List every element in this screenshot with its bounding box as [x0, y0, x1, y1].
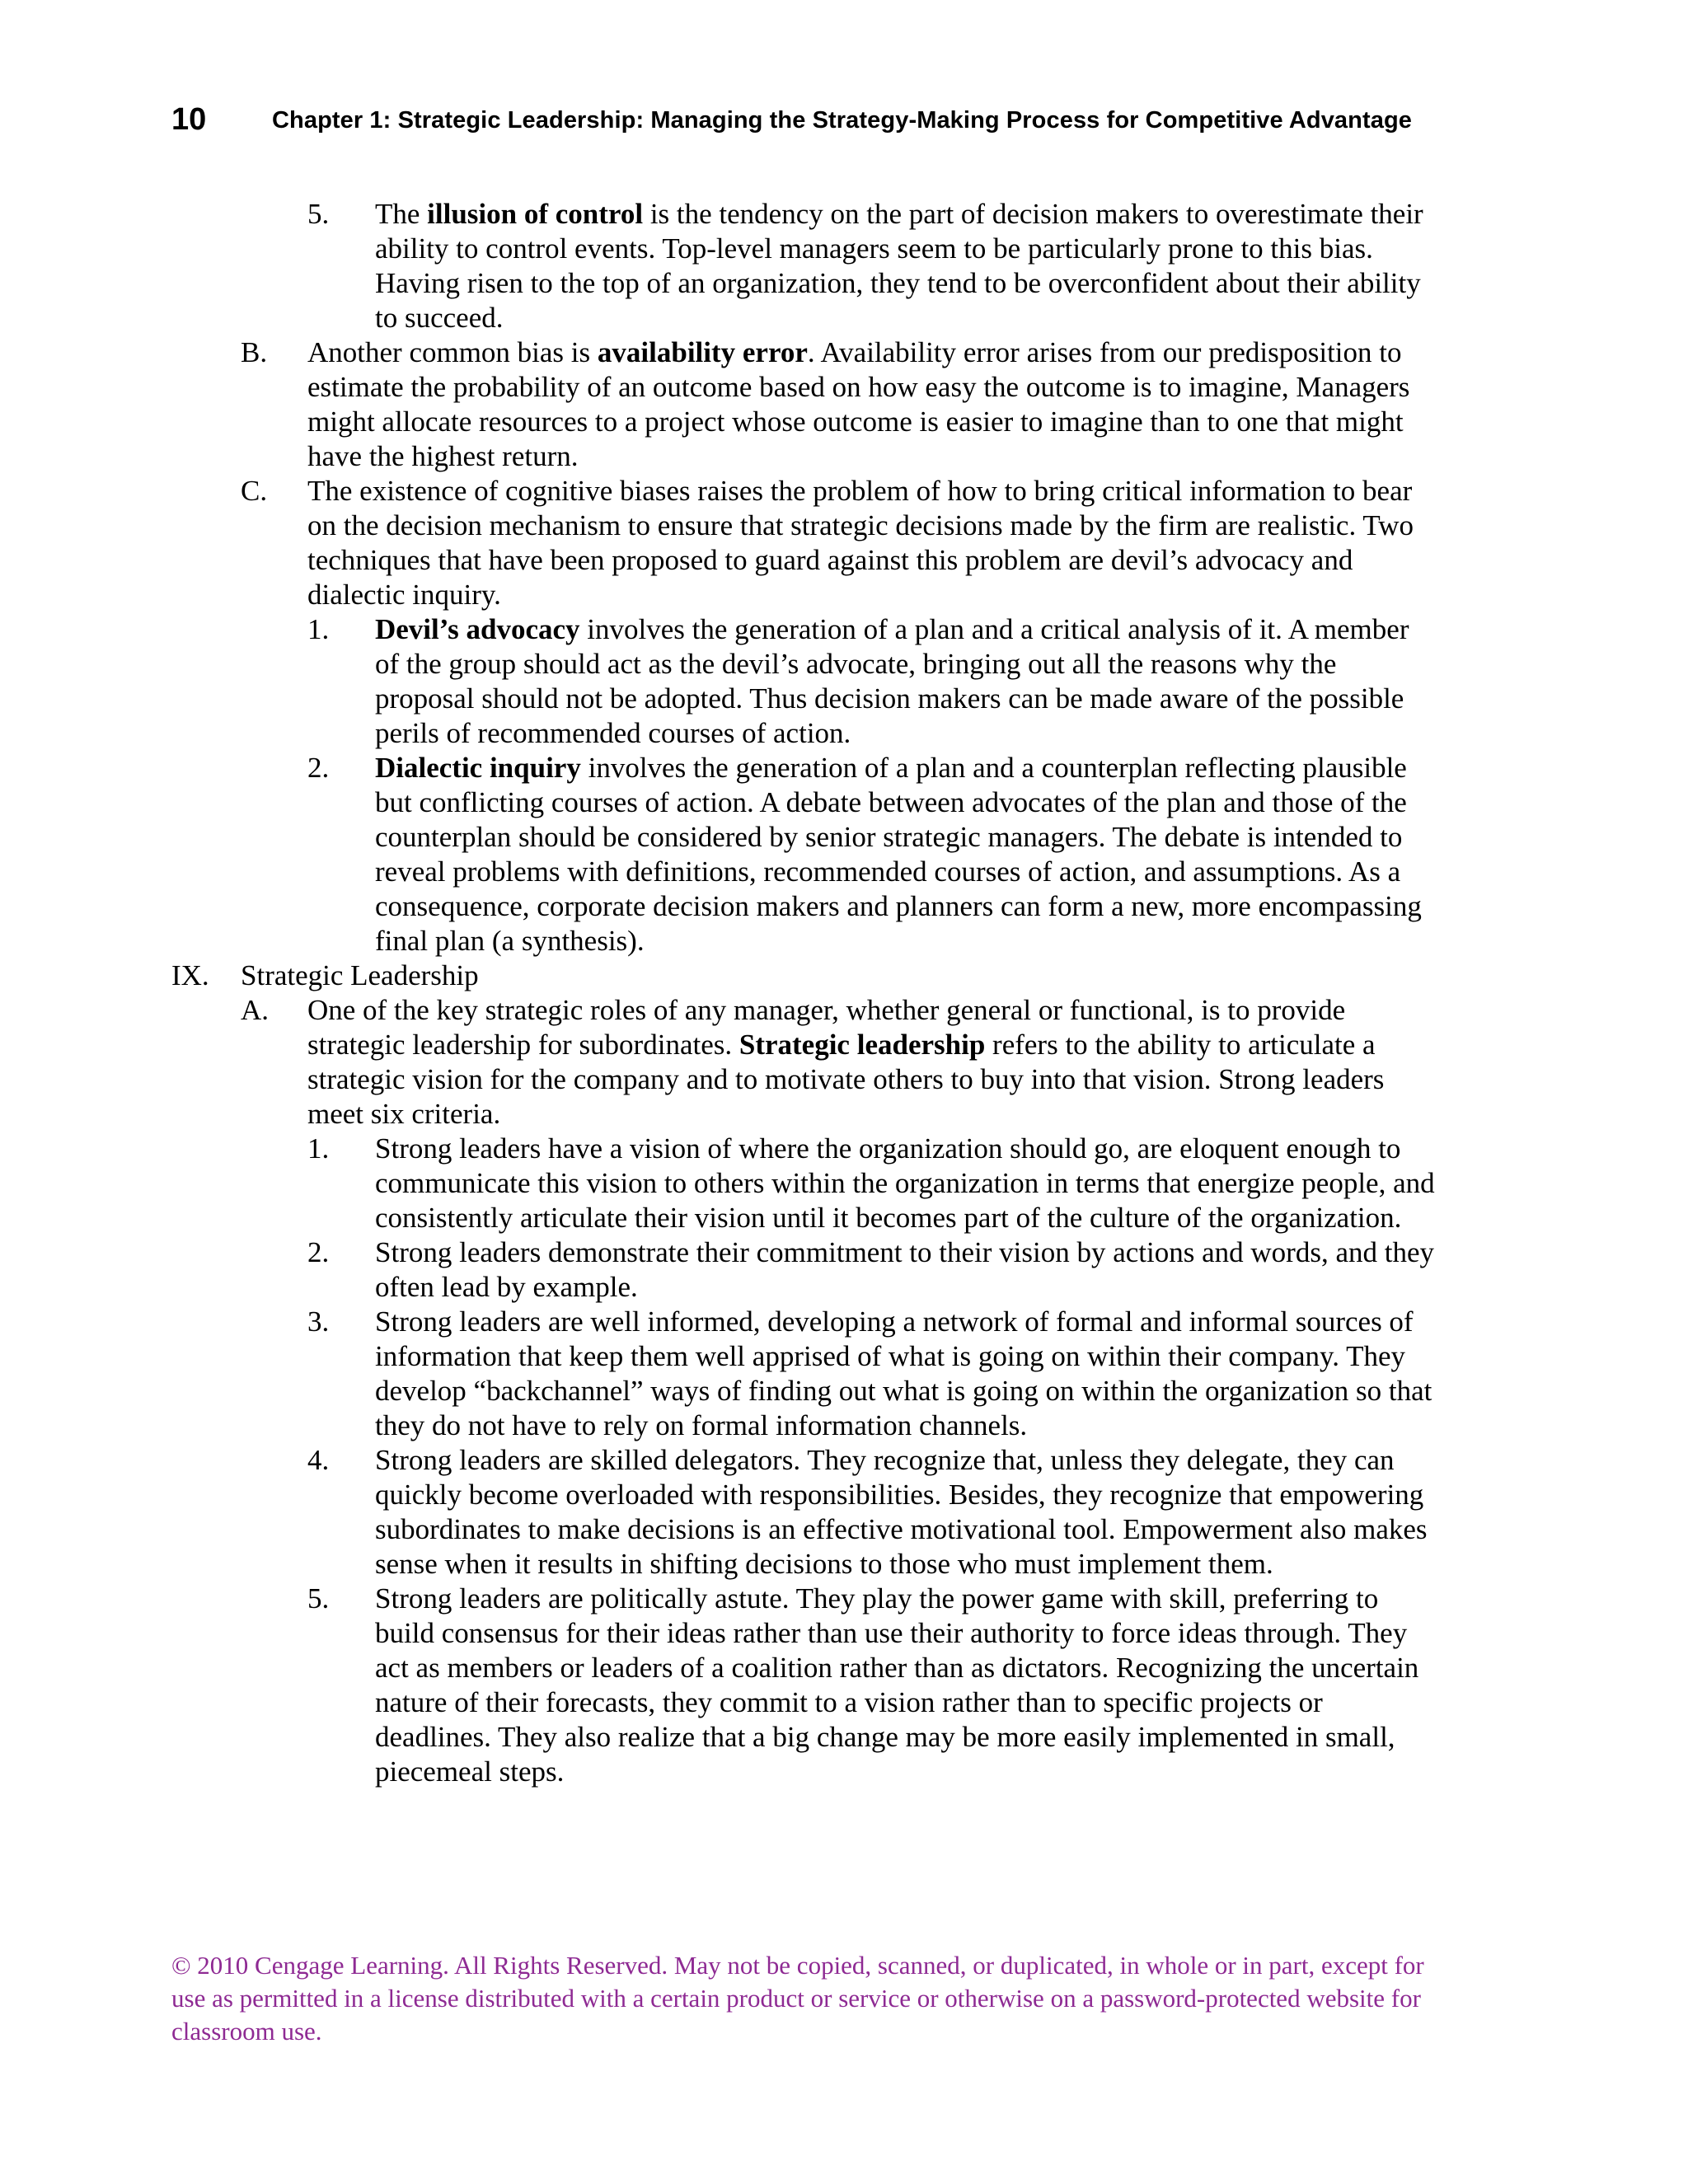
key-term: illusion of control	[427, 198, 644, 230]
key-term: Strategic leadership	[738, 1029, 986, 1061]
outline-body	[0, 197, 1688, 1789]
item-marker: 5.	[307, 198, 330, 230]
item-marker: A.	[241, 994, 270, 1026]
text-segment: involves the generation of a plan and a counterplan reflecting plausible but conflicting courses of action. A debate between advocates of the plan and those of the counterplan should be considered by senior strategic managers. The debate is intended to reveal problems with definitions, recommended courses of action, and assumptions. As a consequence, corporate decision makers and planners can form a new, more encompassing final plan (a synthesis).	[375, 752, 1422, 957]
item-marker: IX.	[171, 959, 209, 991]
item-text: Strong leaders are skilled delegators. They recognize that, unless they delegate, they can quickly become overloaded with responsibilities. Besides, they recognize that empowering subordinates to make decisions is an effective motivational tool. Empowerment also makes sense when it results in shifting decisions to those who must implement them.	[375, 1444, 1428, 1580]
item-text: Strong leaders have a vision of where the organization should go, are eloquent enough to communicate this vision to others within the organization in terms that energize people, and consistently articulate their vision until it becomes part of the culture of the organization.	[375, 1132, 1435, 1234]
item-text	[307, 336, 1409, 472]
item-marker: C.	[241, 475, 268, 507]
page-header	[171, 101, 1655, 142]
key-term: availability error	[597, 336, 808, 368]
item-text	[307, 994, 1384, 1130]
text-segment: involves the generation of a plan and a critical analysis of it. A member of the group should act as the devil’s advocate, bringing out all the reasons why the proposal should not be adopted. Thus decision makers can be made aware of the possible perils of recommended courses of action.	[375, 613, 1409, 749]
text-segment: One of the key strategic roles of any manager, whether general or functional, is to provide strategic leadership for subordinates.	[307, 994, 1346, 1061]
outline-section-strategic-leadership	[0, 958, 1428, 993]
text-segment: The	[375, 198, 428, 230]
section-heading: Strategic Leadership	[241, 959, 479, 991]
item-text: Strong leaders demonstrate their commitment to their vision by actions and words, and they often lead by example.	[375, 1236, 1435, 1303]
item-text: The existence of cognitive biases raises the problem of how to bring critical information to bear on the decision mechanism to ensure that strategic decisions made by the firm are realistic. Two techniques that have been proposed to guard against this problem are devil’s advocacy and dialectic inquiry.	[307, 475, 1414, 611]
item-text: Strong leaders are politically astute. They play the power game with skill, preferring to build consensus for their ideas rather than use their authority to force ideas through. They act as members or leaders of a coalition rather than as dictators. Recognizing the uncertain nature of their forecasts, they commit to a vision rather than to specific projects or deadlines. They also realize that a big change may be more easily implemented in small, piecemeal steps.	[375, 1582, 1419, 1788]
leader-criterion-item	[0, 1582, 1438, 1789]
item-marker: 1.	[307, 613, 330, 645]
leader-criterion-item	[0, 1305, 1438, 1443]
item-text: Strong leaders are well informed, developing a network of formal and informal sources of information that keep them well apprised of what is going on within their company. They develop “backchannel” ways of finding out what is going on within the organization so that they do not have to rely on formal information channels.	[375, 1305, 1432, 1441]
item-marker: B.	[241, 336, 268, 368]
outline-item-dialectic-inquiry	[0, 751, 1438, 958]
leader-criterion-item	[0, 1235, 1438, 1305]
item-marker: 2.	[307, 1236, 330, 1268]
item-marker: 2.	[307, 752, 330, 784]
text-segment: Another common bias is	[307, 336, 598, 368]
outline-item-availability-error	[0, 335, 1428, 474]
outline-item-devils-advocacy	[0, 612, 1438, 751]
key-term: Dialectic inquiry	[375, 752, 581, 784]
text-segment: . Availability error arises from our predisposition to estimate the probability of an outcome based on how easy the outcome is to imagine, Managers might allocate resources to a project whose outcome is easier to imagine than to one that might have the highest return.	[307, 336, 1410, 472]
outline-item-cognitive-biases	[0, 474, 1428, 612]
item-marker: 5.	[307, 1582, 330, 1615]
leader-criterion-item	[0, 1443, 1438, 1582]
text-segment: refers to the ability to articulate a strategic vision for the company and to motivate others to buy into that vision. Strong leaders meet six criteria.	[307, 1029, 1385, 1130]
item-text	[375, 613, 1409, 749]
page-number: 10	[171, 102, 207, 137]
outline-item-illusion-of-control	[0, 197, 1438, 335]
key-term: Devil’s advocacy	[375, 613, 580, 645]
text-segment: is the tendency on the part of decision makers to overestimate their ability to control events. Top-level managers seem to be particularly prone to this bias. Having risen to the top of an organization, they tend to be overconfident about their ability to succeed.	[375, 198, 1423, 334]
item-marker: 3.	[307, 1305, 330, 1338]
copyright-footer: © 2010 Cengage Learning. All Rights Reserved. May not be copied, scanned, or duplicated, in whole or in part, except for use as permitted in a license distributed with a certain product or service or otherwise on a password-protected website for classroom use.	[171, 1951, 1424, 2046]
item-text	[375, 198, 1423, 334]
leader-criterion-item	[0, 1132, 1438, 1235]
item-text	[375, 752, 1422, 957]
outline-item-strategic-leadership-definition	[0, 993, 1428, 1132]
item-marker: 1.	[307, 1132, 330, 1165]
chapter-title: Chapter 1: Strategic Leadership: Managing the Strategy-Making Process for Competitive Advantage	[272, 107, 1412, 134]
item-marker: 4.	[307, 1444, 330, 1476]
